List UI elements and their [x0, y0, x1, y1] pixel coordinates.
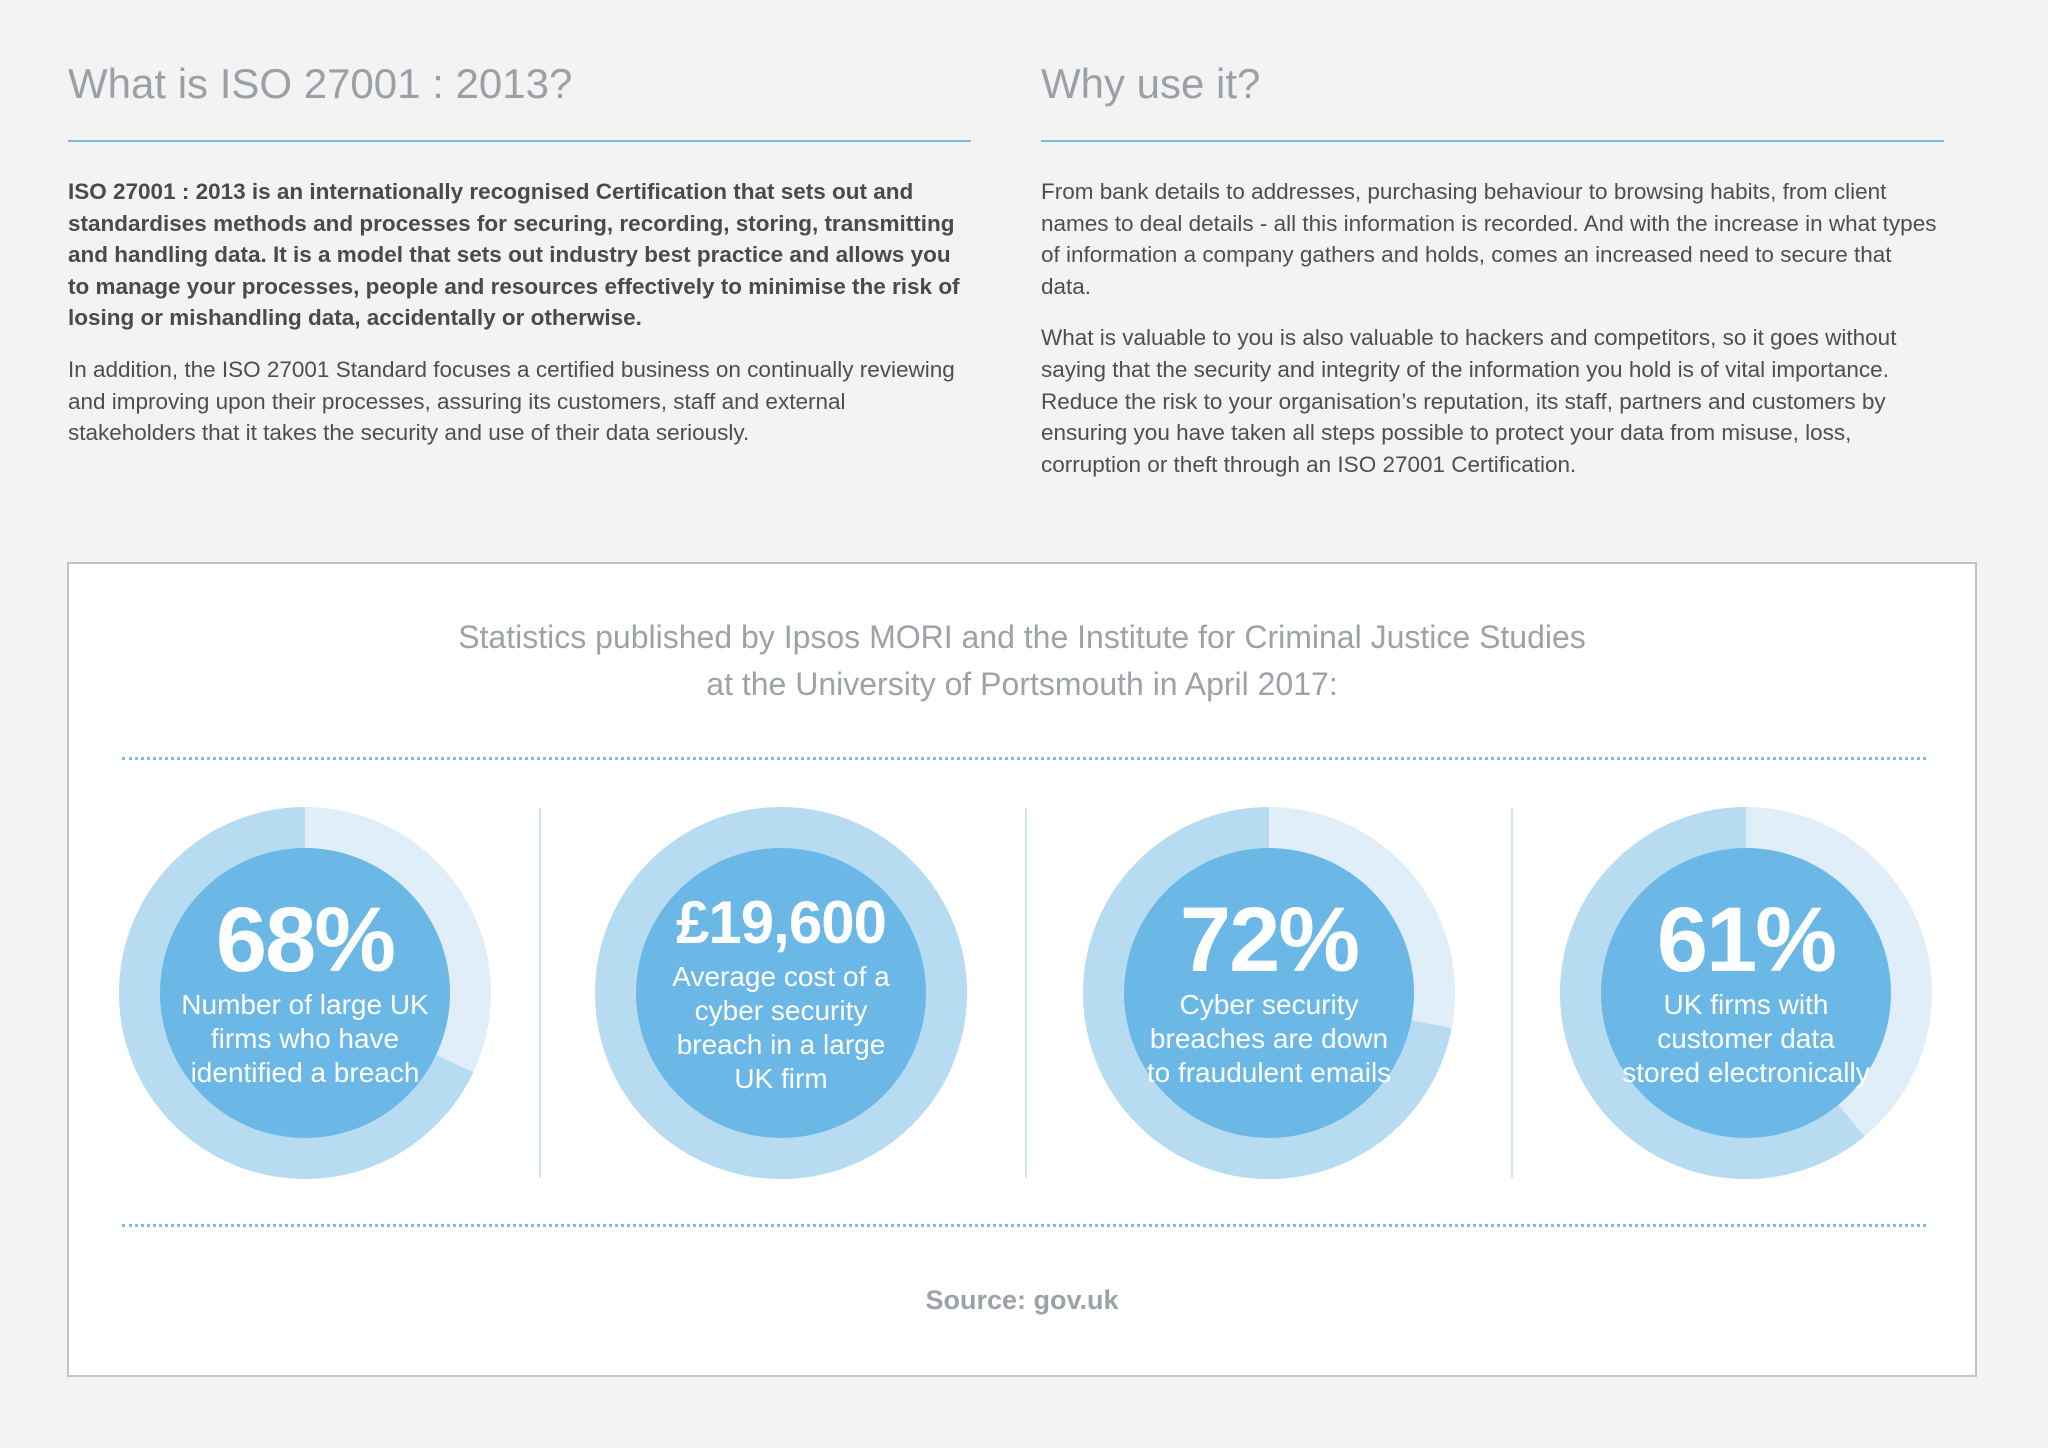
statistics-title-line-1: Statistics published by Ipsos MORI and the Institute for Criminal Justice Studies	[458, 619, 1586, 655]
statistics-title-line-2: at the University of Portsmouth in April 2017:	[706, 666, 1338, 702]
dotted-divider-top	[122, 757, 1926, 760]
dotted-divider-bottom	[122, 1224, 1926, 1227]
stat-inner-circle	[1124, 848, 1414, 1138]
stat-breach-identified	[119, 807, 491, 1179]
source-credit: Source: gov.uk	[925, 1285, 1119, 1315]
why-use-heading: Why use it?	[1041, 58, 1944, 142]
vertical-divider	[1511, 808, 1513, 1178]
stat-value: 61%	[1656, 889, 1836, 991]
vertical-divider	[1025, 808, 1027, 1178]
vertical-divider	[539, 808, 541, 1178]
stat-description: Average cost of a cyber security breach in a large UK firm	[672, 961, 890, 1094]
stat-description: UK firms with customer data stored electronically	[1622, 989, 1870, 1088]
stat-average-cost	[595, 807, 967, 1179]
stat-value: £19,600	[676, 889, 886, 956]
what-is-paragraph: In addition, the ISO 27001 Standard focuses a certified business on continually reviewing and improving upon their processes, assuring its customers, staff and external stakeholders that it takes the security and use of their data seriously.	[68, 356, 955, 446]
what-is-intro-bold: ISO 27001 : 2013 is an internationally recognised Certification that sets out and standardises methods and processes for securing, recording, storing, transmitting and handling data. It is a model that sets out industry best practice and allows you to manage your processes, people and resources effectively to minimise the risk of losing or mishandling data, accidentally or otherwise.	[68, 179, 960, 331]
what-is-heading: What is ISO 27001 : 2013?	[68, 58, 971, 142]
statistics-panel	[67, 562, 1977, 1377]
stat-inner-circle	[160, 848, 450, 1138]
stat-value: 68%	[215, 889, 395, 991]
stat-fraudulent-emails	[1083, 807, 1455, 1179]
why-use-paragraph-2: What is valuable to you is also valuable to hackers and competitors, so it goes without saying that the security and integrity of the information you hold is of vital importance. Reduce the risk to your organisation’s reputation, its staff, partners and customers by ensuring you have taken all steps possible to protect your data from misuse, loss, corruption or theft through an ISO 27001 Certification.	[1041, 325, 1897, 477]
stat-value: 72%	[1179, 889, 1359, 991]
why-use-section	[1041, 58, 1944, 480]
stat-description: Number of large UK firms who have identified a breach	[181, 989, 429, 1088]
what-is-section	[68, 58, 971, 449]
stat-description: Cyber security breaches are down to fraudulent emails	[1146, 989, 1392, 1088]
stat-customer-data	[1560, 807, 1932, 1179]
statistics-title	[69, 614, 1975, 708]
why-use-paragraph-1: From bank details to addresses, purchasing behaviour to browsing habits, from client names to deal details - all this information is recorded. And with the increase in what types of information a company gathers and holds, comes an increased need to secure that data.	[1041, 179, 1937, 299]
stat-inner-circle	[1601, 848, 1891, 1138]
stat-inner-circle	[636, 848, 926, 1138]
